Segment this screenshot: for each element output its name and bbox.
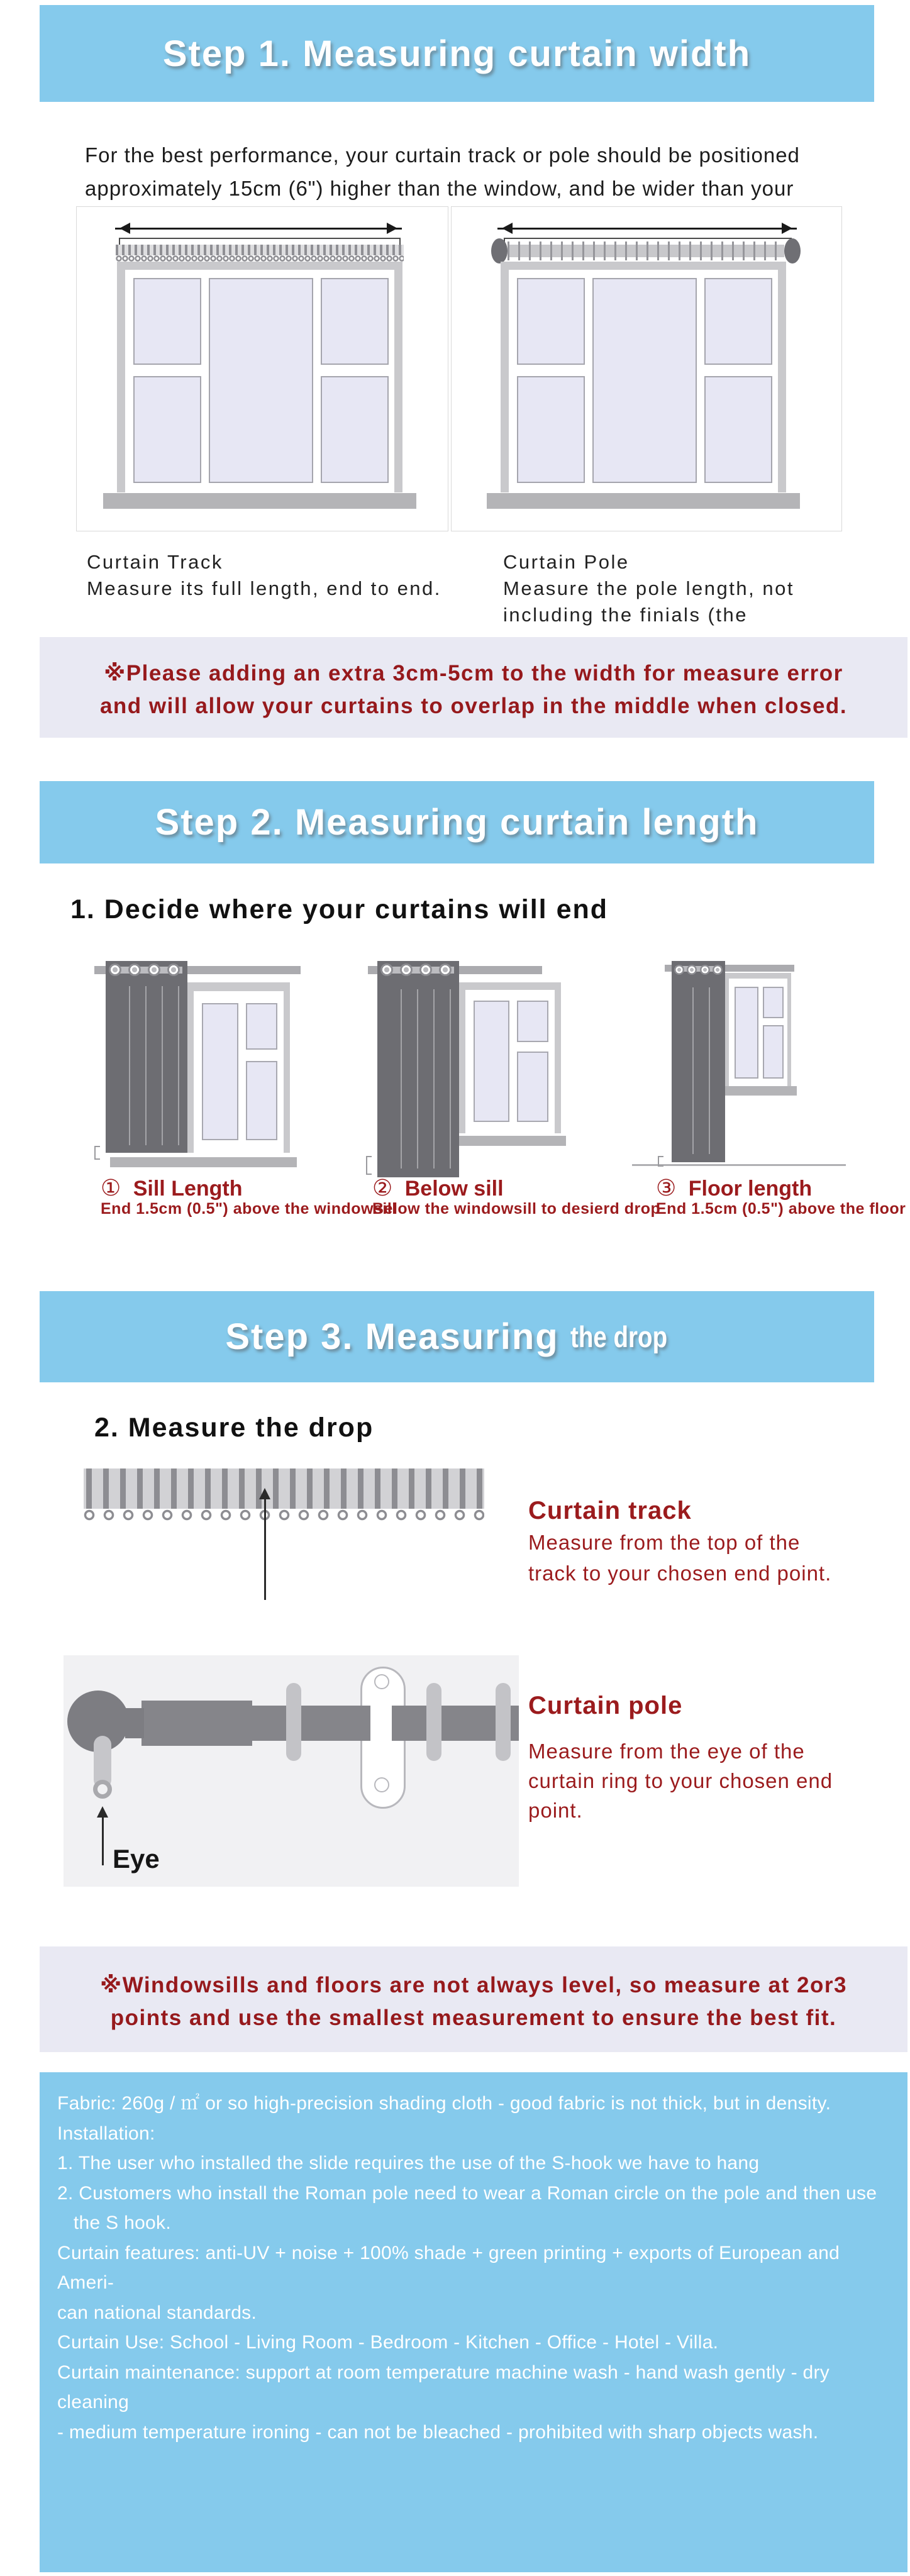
grommet (419, 963, 432, 976)
bracket-screw (374, 1777, 389, 1792)
window-pane (133, 376, 201, 483)
footer-line: Curtain Use: School - Living Room - Bedroom - Kitchen - Office - Hotel - Villa. (57, 2332, 719, 2353)
curtain-pole-title: Curtain pole (528, 1692, 683, 1719)
curtain-track-strip (116, 245, 404, 255)
width-measure-note (40, 637, 907, 738)
curtain-pole-diagram-box (451, 206, 842, 531)
footer-line: 1. The user who installed the slide requires the use of the S-hook we have to hang (57, 2153, 760, 2174)
window-pane (246, 1003, 277, 1050)
sill-length-desc: End 1.5cm (0.5") above the windowsill (101, 1200, 397, 1218)
curtain-track-title: Curtain track (528, 1497, 692, 1524)
step2-banner (40, 781, 874, 863)
curtain-pole-diagram (64, 1655, 519, 1887)
curtain-pole-line-2: curtain ring to your chosen end (528, 1769, 833, 1792)
curtain-folds (677, 987, 720, 1155)
footer-line: Installation: (57, 2123, 155, 2144)
curtain-track-line-2: track to your chosen end point. (528, 1562, 832, 1585)
window-pane (133, 278, 201, 365)
curtain-pole-desc-2: including the finials (the (503, 604, 748, 626)
window-pane (474, 1001, 509, 1123)
note-line: ※Windowsills and floors are not always level, so measure at 2or3 (100, 1973, 847, 1997)
footer-line: Curtain maintenance: support at room temperature machine wash - hand wash gently - dry cleaning (57, 2362, 835, 2412)
window-pane (704, 278, 772, 365)
pole-finial-left (491, 238, 508, 264)
footer-line: Fabric: 260g / ㎡ or so high-precision shading cloth - good fabric is not thick, but in density. (57, 2093, 831, 2114)
window-pane (592, 278, 697, 483)
curtain-ring (496, 1683, 511, 1761)
footer-line: can national standards. (57, 2302, 257, 2323)
curtain-floor-length (672, 961, 725, 1162)
window-pane (209, 278, 313, 483)
width-measure-arrow (115, 228, 402, 230)
window-pane (704, 376, 772, 483)
below-sill-desc: Below the windowsill to desierd drop (372, 1200, 661, 1218)
window-illustration (117, 262, 402, 492)
grommet (109, 963, 121, 976)
curtain-folds (114, 986, 179, 1145)
curtain-below-sill (377, 961, 459, 1177)
grommet (713, 965, 723, 975)
windowsill (723, 1086, 797, 1096)
window-pane (321, 376, 389, 483)
footer-line: - medium temperature ironing - can not be bleached - prohibited with sharp objects wash. (57, 2421, 819, 2443)
window-illustration (501, 262, 786, 492)
sill-length-caption (101, 1175, 243, 1201)
note-line: ※Please adding an extra 3cm-5cm to the width for measure error (104, 661, 843, 686)
eye-label: Eye (113, 1844, 160, 1874)
window-pane (735, 987, 759, 1079)
note-line: and will allow your curtains to overlap in the middle when closed. (99, 694, 848, 718)
window-pane (202, 1003, 238, 1140)
curtain-sill-length (106, 961, 187, 1153)
curtain-pole-label: Curtain Pole (503, 551, 630, 573)
grommet (439, 963, 452, 976)
drop-measure-arrow (264, 1493, 266, 1600)
caption-number: ② (372, 1175, 393, 1201)
caption-number: ③ (656, 1175, 677, 1201)
footer-line: the S hook. (57, 2212, 171, 2233)
curtain-track-hook-eyes (84, 1509, 484, 1524)
window-pane (517, 278, 585, 365)
intro-line-2: approximately 15cm (6") higher than the window, and be wider than your (85, 177, 794, 200)
grommet (128, 963, 141, 976)
step1-banner-title: Step 1. Measuring curtain width (162, 33, 752, 74)
curtain-pole-rings (508, 242, 784, 260)
below-sill-caption (372, 1175, 504, 1201)
window-pane (321, 278, 389, 365)
grommet (687, 965, 697, 975)
window-illustration (725, 973, 791, 1086)
ring-eye (93, 1780, 112, 1799)
level-measure-note (40, 1946, 907, 2052)
floor-length-desc: End 1.5cm (0.5") above the floor (656, 1200, 906, 1218)
curtain-pole-line-3: point. (528, 1799, 583, 1822)
grommet (380, 963, 393, 976)
eye-pointer-arrow (102, 1811, 104, 1865)
curtain-track-label: Curtain Track (87, 551, 223, 573)
windowsill (487, 493, 800, 509)
bracket-screw (374, 1674, 389, 1689)
pole-bar (141, 1706, 519, 1741)
step3-heading: 2. Measure the drop (94, 1413, 374, 1443)
floor-line (632, 1164, 846, 1166)
step3-banner-subtitle: the drop (570, 1320, 667, 1353)
measure-end-mark (658, 1156, 663, 1167)
windowsill (103, 493, 416, 509)
footer-line: Curtain features: anti-UV + noise + 100% shade + green printing + exports of European and Ameri- (57, 2242, 845, 2293)
note-line: points and use the smallest measurement to ensure the best fit. (110, 2006, 837, 2030)
step2-heading: 1. Decide where your curtains will end (70, 894, 609, 924)
curtain-track-desc: Measure its full length, end to end. (87, 577, 441, 599)
measure-end-mark (94, 1146, 100, 1160)
window-pane (763, 987, 784, 1019)
grommet (167, 963, 180, 976)
caption-title: Sill Length (133, 1177, 243, 1201)
curtain-ring (286, 1683, 301, 1761)
window-illustration (187, 982, 290, 1153)
caption-title: Floor length (688, 1177, 813, 1201)
windowsill (110, 1157, 297, 1167)
window-pane (246, 1061, 277, 1140)
pole-bracket-stem (370, 1693, 392, 1763)
caption-number: ① (101, 1175, 121, 1201)
curtain-pole-line-1: Measure from the eye of the (528, 1740, 805, 1763)
step3-banner-title: Step 3. Measuring (225, 1316, 559, 1357)
step1-banner (40, 5, 874, 102)
grommet (700, 965, 710, 975)
grommet (674, 965, 684, 975)
caption-title: Below sill (404, 1177, 504, 1201)
step2-banner-title: Step 2. Measuring curtain length (155, 802, 759, 843)
window-pane (763, 1025, 784, 1079)
window-pane (517, 1052, 548, 1122)
window-pane (517, 1001, 548, 1042)
window-illustration (459, 982, 561, 1133)
grommet (400, 963, 413, 976)
intro-line-1: For the best performance, your curtain track or pole should be positioned (85, 143, 800, 167)
product-details-panel (40, 2072, 907, 2572)
curtain-folds (386, 989, 451, 1169)
floor-length-caption (656, 1175, 812, 1201)
step3-banner (40, 1291, 874, 1382)
curtain-track-diagram-box (76, 206, 448, 531)
measure-end-mark (366, 1156, 372, 1175)
pole-finial-right (784, 238, 801, 264)
width-measure-arrow (497, 228, 797, 230)
window-pane (517, 376, 585, 483)
curtain-track-line-1: Measure from the top of the (528, 1531, 801, 1554)
footer-line: 2. Customers who install the Roman pole need to wear a Roman circle on the pole and then use (57, 2182, 877, 2204)
grommet (148, 963, 160, 976)
curtain-pole-desc-1: Measure the pole length, not (503, 577, 794, 599)
curtain-ring (426, 1683, 441, 1761)
pole-finial-neck (125, 1708, 144, 1738)
curtain-track-strip (84, 1468, 484, 1509)
